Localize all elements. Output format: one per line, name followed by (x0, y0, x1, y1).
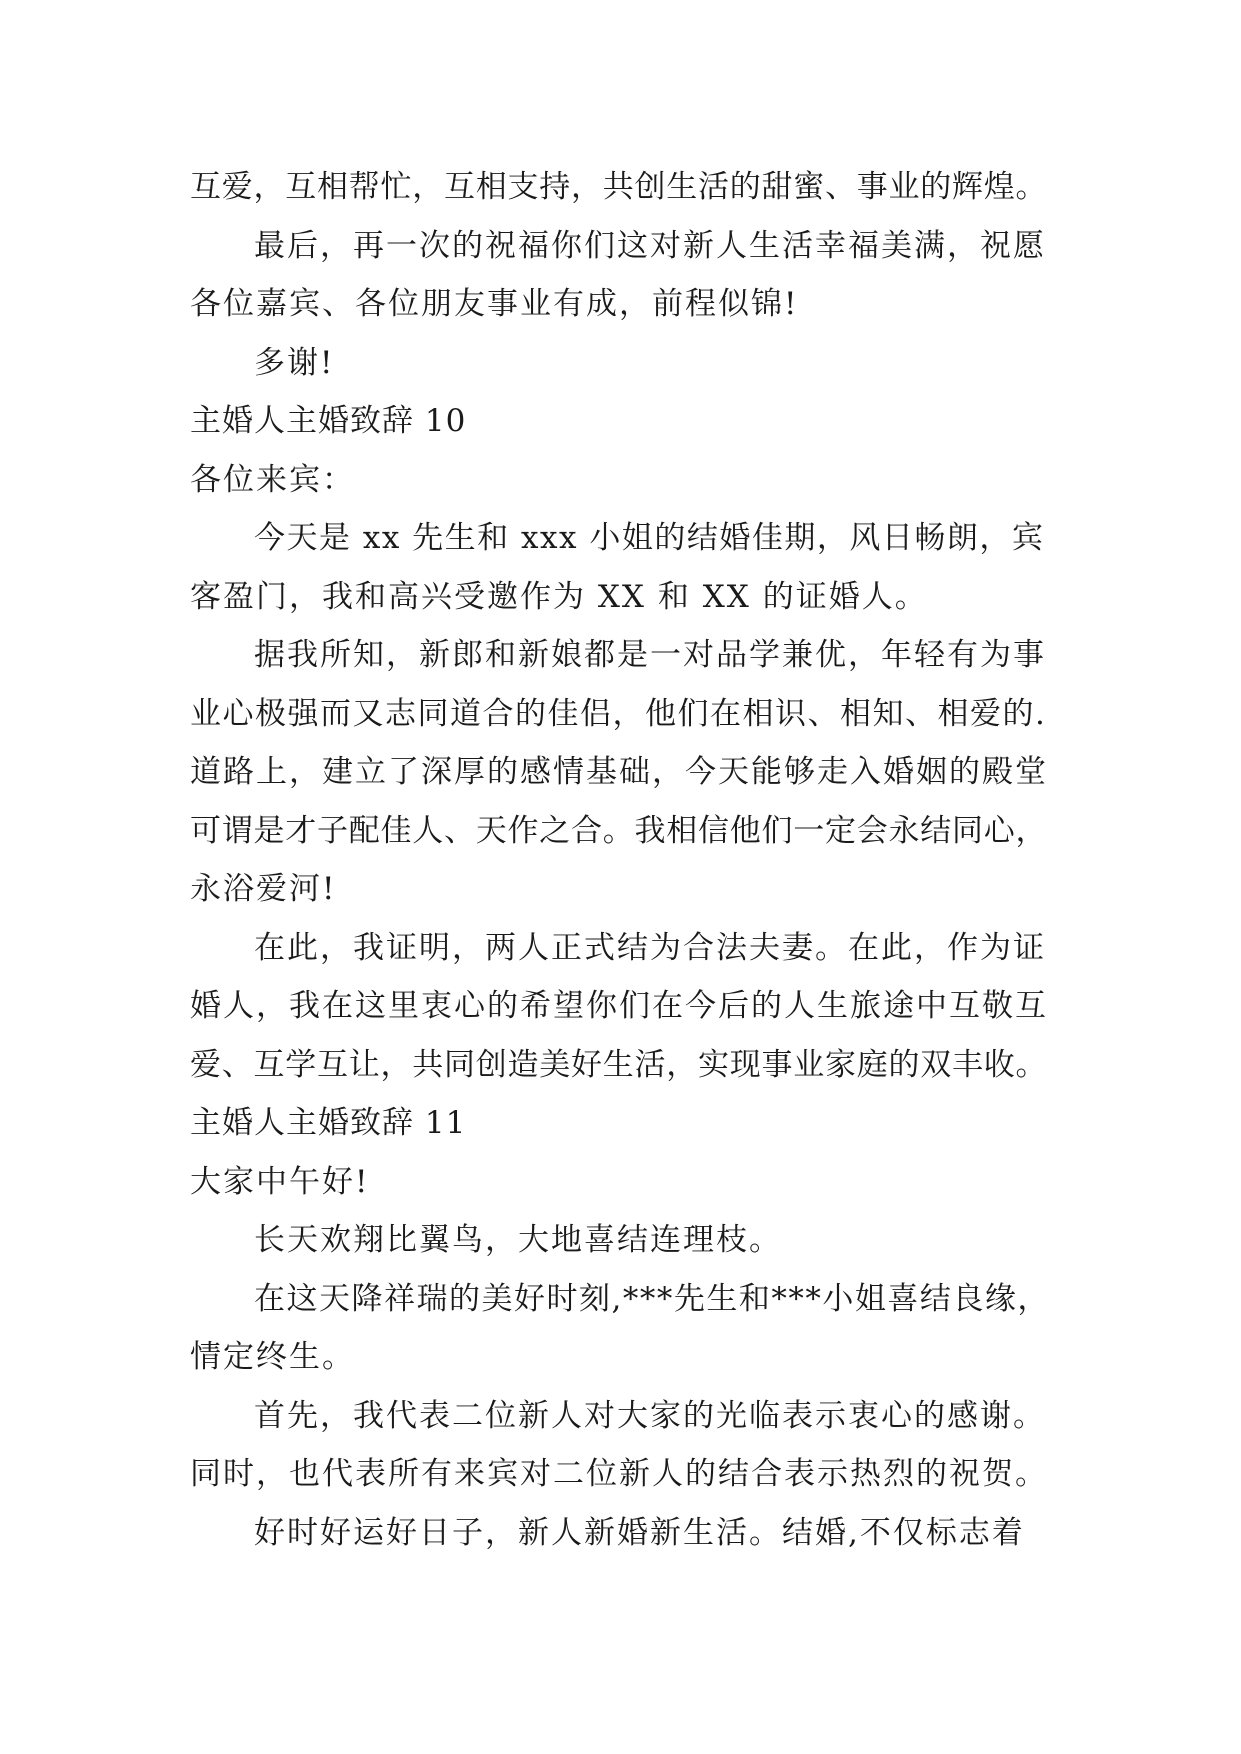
text-line: 据我所知，新郎和新娘都是一对品学兼优，年轻有为事 (254, 637, 1046, 673)
text-line: 在此，我证明，两人正式结为合法夫妻。在此，作为证 (254, 929, 1046, 966)
text-line: 道路上，建立了深厚的感情基础，今天能够走入婚姻的殿堂 (190, 754, 1048, 790)
document-page (190, 158, 1050, 1562)
text-line: 永浴爱河! (190, 871, 337, 907)
text-line: 好时好运好日子，新人新婚新生活。结婚,不仅标志着 (254, 1514, 1025, 1551)
text-line: 客盈门，我和高兴受邀作为 XX 和 XX 的证婚人。 (190, 578, 928, 615)
text-line: 各位嘉宾、各位朋友事业有成，前程似锦! (190, 286, 799, 322)
text-line: 最后，再一次的祝福你们这对新人生活幸福美满，祝愿 (254, 227, 1046, 264)
text-line: 互爱，互相帮忙，互相支持，共创生活的甜蜜、事业的辉煌。 (190, 169, 1048, 205)
text-line: 可谓是才子配佳人、天作之合。我相信他们一定会永结同心， (190, 812, 1048, 849)
text-line: 长天欢翔比翼鸟，大地喜结连理枝。 (254, 1222, 782, 1258)
text-line: 同时，也代表所有来宾对二位新人的结合表示热烈的祝贺。 (190, 1456, 1048, 1492)
text-line: 业心极强而又志同道合的佳侣，他们在相识、相知、相爱的. (190, 695, 1047, 732)
text-line: 在这天降祥瑞的美好时刻,***先生和***小姐喜结良缘， (254, 1280, 1050, 1317)
text-line: 婚人，我在这里衷心的希望你们在今后的人生旅途中互敬互 (190, 988, 1048, 1024)
text-line: 首先，我代表二位新人对大家的光临表示衷心的感谢。 (254, 1397, 1046, 1434)
section-heading: 主婚人主婚致辞 10 (190, 403, 467, 439)
text-line: 情定终生。 (190, 1339, 355, 1375)
text-line: 大家中午好! (190, 1163, 370, 1200)
text-line: 今天是 xx 先生和 xxx 小姐的结婚佳期，风日畅朗，宾 (254, 520, 1045, 556)
text-line: 各位来宾： (190, 461, 355, 498)
text-line: 爱、互学互让，共同创造美好生活，实现事业家庭的双丰收。 (190, 1046, 1048, 1083)
section-heading: 主婚人主婚致辞 11 (190, 1105, 467, 1141)
text-line: 多谢! (254, 344, 335, 381)
